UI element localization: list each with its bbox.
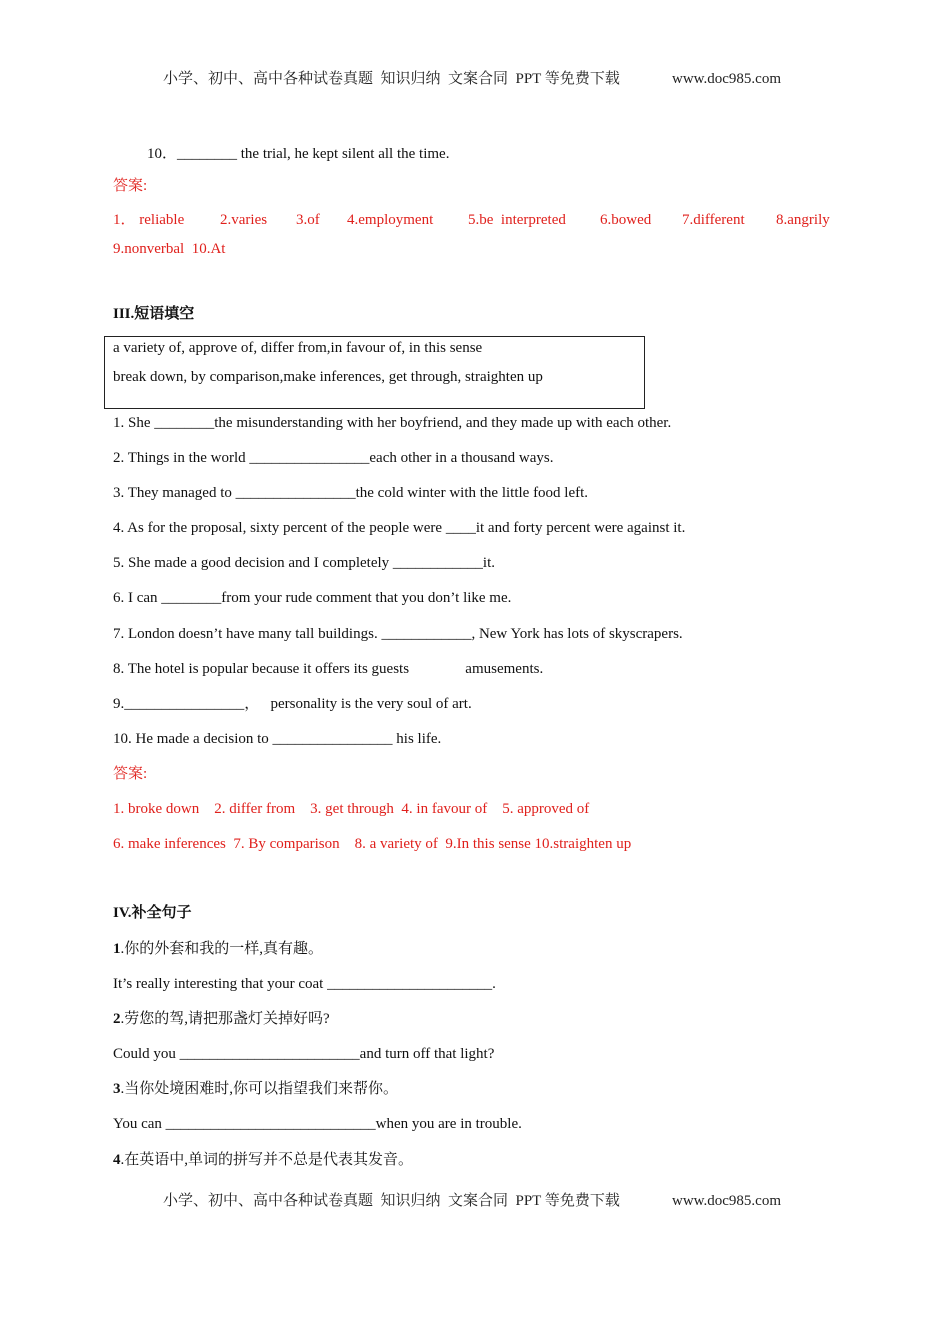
word-bank-line: break down, by comparison,make inferences, get through, straighten up [113,369,543,385]
answer-label: 答案: [113,766,148,782]
answer-item: 7.different [682,212,745,228]
answer-item: 8.angrily [776,212,830,228]
prompt-text: .在英语中,单词的拼写并不总是代表其发音。 [120,1152,414,1168]
english-sentence: Could you ________________________and turn off that light? [113,1046,495,1062]
question: 6. I can ________from your rude comment that you don’t like me. [113,590,512,606]
prompt-text: .当你处境困难时,你可以指望我们来帮你。 [120,1081,399,1097]
item-number: 3 [113,1081,121,1097]
question: 4. As for the proposal, sixty percent of the people were ____it and forty percent were against it. [113,520,686,536]
chinese-prompt [113,1009,330,1029]
chinese-prompt [113,1079,398,1099]
question: 7. London doesn’t have many tall buildings. ____________, New York has lots of skyscrapers. [113,626,683,642]
answer-item: 1． reliable [113,212,185,228]
answer-item: 3.of [296,212,320,228]
prompt-text: .劳您的驾,请把那盏灯关掉好吗? [120,1011,330,1027]
footer-text: 小学、初中、高中各种试卷真题 知识归纳 文案合同 PPT 等免费下载 [163,1193,620,1209]
footer-url: www.doc985.com [672,1193,782,1209]
item-number: 1 [113,941,121,957]
question: 9.________________， personality is the very soul of art. [113,696,472,712]
chinese-prompt [113,1150,413,1170]
answer-item: 5.be interpreted [468,212,566,228]
english-sentence: You can ____________________________when you are in trouble. [113,1116,522,1132]
question: 3. They managed to ________________the cold winter with the little food left. [113,485,589,501]
section-title: III.短语填空 [113,306,195,322]
question: 5. She made a good decision and I completely ____________it. [113,555,496,571]
word-bank-line: a variety of, approve of, differ from,in favour of, in this sense [113,340,483,356]
english-sentence: It’s really interesting that your coat ______________________. [113,976,496,992]
header-text: 小学、初中、高中各种试卷真题 知识归纳 文案合同 PPT 等免费下载 [163,71,620,87]
question: 10. He made a decision to ________________ his life. [113,731,442,747]
header-url: www.doc985.com [672,71,782,87]
answer-label: 答案: [113,178,148,194]
answer-item: 6.bowed [600,212,652,228]
answer-item: 9.nonverbal 10.At [113,241,226,257]
question: 8. The hotel is popular because it offers its guests amusements. [113,661,544,677]
question: 1. She ________the misunderstanding with her boyfriend, and they made up with each other. [113,415,672,431]
answer-line: 6. make inferences 7. By comparison 8. a variety of 9.In this sense 10.straighten up [113,836,632,852]
section-title: IV.补全句子 [113,905,192,921]
chinese-prompt [113,939,323,959]
answer-item: 4.employment [347,212,434,228]
item-number: 2 [113,1011,121,1027]
question-10: 10．________ the trial, he kept silent all the time. [147,146,450,162]
prompt-text: .你的外套和我的一样,真有趣。 [120,941,324,957]
answer-item: 2.varies [220,212,268,228]
item-number: 4 [113,1152,121,1168]
answer-line: 1. broke down 2. differ from 3. get through 4. in favour of 5. approved of [113,801,590,817]
question: 2. Things in the world ________________each other in a thousand ways. [113,450,554,466]
